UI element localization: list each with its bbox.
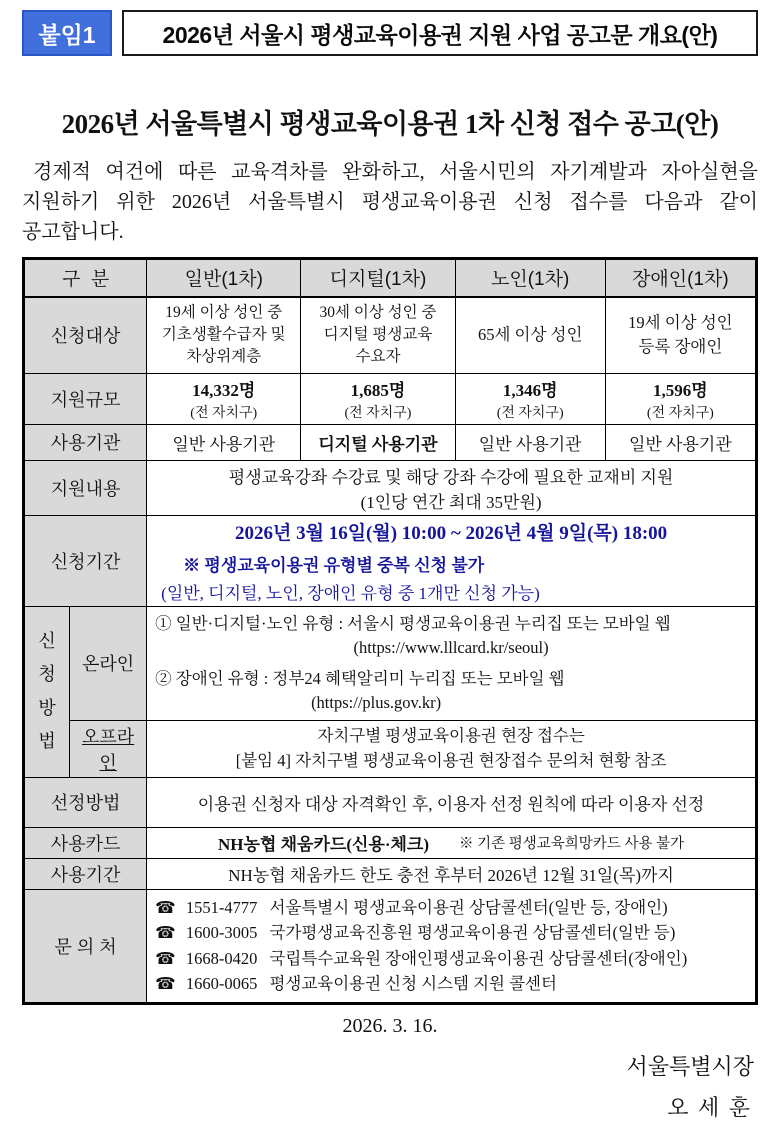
scale-cell-senior <box>455 373 605 424</box>
row-label-target: 신청대상 <box>24 297 147 374</box>
row-label-method <box>24 606 70 777</box>
scale-value: 1,346명 <box>502 380 558 400</box>
card-note: ※ 기존 평생교육희망카드 사용 불가 <box>459 836 685 853</box>
announcement-title: 2026년 서울특별시 평생교육이용권 1차 신청 접수 공고(안) <box>61 109 719 139</box>
card-name: NH농협 채움카드(신용·체크) <box>218 835 429 855</box>
signer-name: 오 세 훈 <box>667 1094 752 1120</box>
contact-line <box>155 946 747 972</box>
contact-phone: 1600-3005 <box>185 923 258 943</box>
scale-note: (전 자치구) <box>646 405 714 421</box>
period-restriction-detail: (일반, 디지털, 노인, 장애인 유형 중 1개만 신청 가능) <box>161 583 540 603</box>
phone-icon: ☎ <box>155 974 176 994</box>
contact-phone: 1551-4777 <box>185 897 258 917</box>
usage-period-cell: NH농협 채움카드 한도 충전 후부터 2026년 12월 31일(목)까지 <box>147 858 757 889</box>
row-usage-period <box>24 858 757 889</box>
content-cell <box>147 460 757 515</box>
row-label-content: 지원내용 <box>24 460 147 515</box>
scale-value: 14,332명 <box>192 380 256 400</box>
row-label-period: 신청기간 <box>24 515 147 606</box>
col-header-general: 일반(1차) <box>147 259 301 297</box>
content-line1: 평생교육강좌 수강료 및 해당 강좌 수강에 필요한 교재비 지원 <box>228 467 674 487</box>
target-cell-digital: 30세 이상 성인 중 디지털 평생교육 수요자 <box>301 297 455 374</box>
scale-value: 1,596명 <box>653 380 708 400</box>
offline-line1: 자치구별 평생교육이용권 현장 접수는 <box>317 725 585 745</box>
scale-cell-general <box>147 373 301 424</box>
contact-desc: 평생교육이용권 신청 시스템 지원 콜센터 <box>269 974 557 994</box>
intro-paragraph: 경제적 여건에 따른 교육격차를 완화하고, 서울시민의 자기계발과 자아실현을 지원하기 위한 2026년 서울특별시 평생교육이용권 신청 접수를 다음과 같이 공고합니다. <box>22 161 758 243</box>
doc-title-box <box>122 10 758 56</box>
program-table <box>22 257 758 1005</box>
row-contact <box>24 889 757 1003</box>
contact-line <box>155 971 747 997</box>
row-selection <box>24 777 757 827</box>
doc-title: 2026년 서울시 평생교육이용권 지원 사업 공고문 개요(안) <box>162 21 718 48</box>
period-cell <box>147 515 757 606</box>
inst-cell-digital: 디지털 사용기관 <box>301 424 455 460</box>
row-label-card: 사용카드 <box>24 827 147 858</box>
phone-icon: ☎ <box>155 897 176 917</box>
col-header-digital: 디지털(1차) <box>301 259 455 297</box>
scale-note: (전 자치구) <box>190 405 258 421</box>
card-cell <box>147 827 757 858</box>
row-target <box>24 297 757 374</box>
row-label-contact: 문 의 처 <box>24 889 147 1003</box>
corner-label: 구 분 <box>24 259 147 297</box>
row-content <box>24 460 757 515</box>
scale-cell-digital <box>301 373 455 424</box>
online-cell <box>147 606 757 720</box>
col-header-senior: 노인(1차) <box>455 259 605 297</box>
scale-note: (전 자치구) <box>344 405 412 421</box>
signer-title: 서울특별시장 <box>626 1053 754 1079</box>
row-label-online: 온라인 <box>70 606 147 720</box>
online-item2-url: (https://plus.gov.kr) <box>311 692 442 712</box>
online-item1: ① 일반·디지털·노인 유형 : 서울시 평생교육이용권 누리집 또는 모바일 웹 <box>155 613 671 633</box>
row-label-selection: 선정방법 <box>24 777 147 827</box>
phone-icon: ☎ <box>155 948 176 968</box>
target-cell-senior: 65세 이상 성인 <box>455 297 605 374</box>
contact-phone: 1668-0420 <box>185 948 258 968</box>
inst-cell-senior: 일반 사용기관 <box>455 424 605 460</box>
period-dates: 2026년 3월 16일(월) 10:00 ~ 2026년 4월 9일(목) 18:00 <box>234 522 668 544</box>
online-item2: ② 장애인 유형 : 정부24 혜택알리미 누리집 또는 모바일 웹 <box>155 668 565 688</box>
contact-cell <box>147 889 757 1003</box>
offline-line2: [붙임 4] 자치구별 평생교육이용권 현장접수 문의처 현황 참조 <box>235 750 667 770</box>
contact-phone: 1660-0065 <box>185 974 258 994</box>
row-label-institutions: 사용기관 <box>24 424 147 460</box>
row-scale <box>24 373 757 424</box>
method-label-vertical: 신청방법 <box>38 631 56 752</box>
online-item1-url: (https://www.lllcard.kr/seoul) <box>353 637 549 657</box>
row-period <box>24 515 757 606</box>
inst-cell-general: 일반 사용기관 <box>147 424 301 460</box>
selection-cell: 이용권 신청자 대상 자격확인 후, 이용자 선정 원칙에 따라 이용자 선정 <box>147 777 757 827</box>
scale-note: (전 자치구) <box>496 405 564 421</box>
row-label-scale: 지원규모 <box>24 373 147 424</box>
target-cell-general: 19세 이상 성인 중 기초생활수급자 및 차상위계층 <box>147 297 301 374</box>
col-header-disabled: 장애인(1차) <box>605 259 756 297</box>
contact-line <box>155 920 747 946</box>
announcement-date: 2026. 3. 16. <box>342 1014 438 1037</box>
row-method-offline <box>24 720 757 777</box>
contact-desc: 서울특별시 평생교육이용권 상담콜센터(일반 등, 장애인) <box>269 897 668 917</box>
row-label-usage-period: 사용기간 <box>24 858 147 889</box>
row-card <box>24 827 757 858</box>
table-header-row <box>24 259 757 297</box>
scale-cell-disabled <box>605 373 756 424</box>
contact-desc: 국가평생교육진흥원 평생교육이용권 상담콜센터(일반 등) <box>269 923 676 943</box>
period-restriction: ※ 평생교육이용권 유형별 중복 신청 불가 <box>183 555 485 575</box>
row-institutions <box>24 424 757 460</box>
row-label-offline: 오프라인 <box>70 720 147 777</box>
contact-desc: 국립특수교육원 장애인평생교육이용권 상담콜센터(장애인) <box>269 948 688 968</box>
row-method-online <box>24 606 757 720</box>
contact-line <box>155 895 747 921</box>
content-line2: (1인당 연간 최대 35만원) <box>360 492 542 512</box>
target-cell-disabled: 19세 이상 성인 등록 장애인 <box>605 297 756 374</box>
scale-value: 1,685명 <box>350 380 406 400</box>
page-header <box>22 10 758 56</box>
attachment-badge: 붙임1 <box>22 10 112 56</box>
phone-icon: ☎ <box>155 923 176 943</box>
inst-cell-disabled: 일반 사용기관 <box>605 424 756 460</box>
offline-cell <box>147 720 757 777</box>
